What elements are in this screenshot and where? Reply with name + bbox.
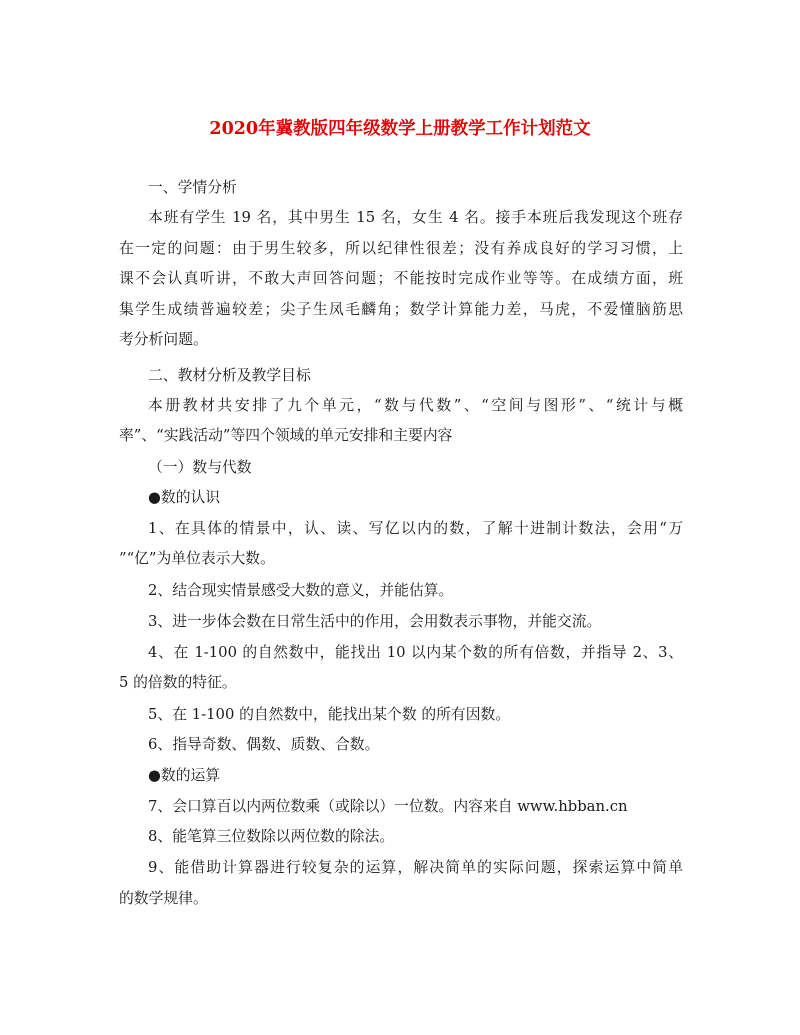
text-line: 率”、“实践活动”等四个领域的单元安排和主要内容 xyxy=(119,427,453,444)
text-line: 9、能借助计算器进行较复杂的运算，解决简单的实际问题，探索运算中简单 xyxy=(148,859,683,876)
text-line: （一）数与代数 xyxy=(148,459,252,476)
text-line: 5、在 1-100 的自然数中，能找出某个数 的所有因数。 xyxy=(148,706,511,723)
text-line: 4、在 1-100 的自然数中，能找出 10 以内某个数的所有倍数，并指导 2、3、 xyxy=(148,644,683,661)
text-line: 3、进一步体会数在日常生活中的作用，会用数表示事物，并能交流。 xyxy=(148,613,602,630)
text-line: 7、会口算百以内两位数乘（或除以）一位数。内容来自 www.hbban.cn xyxy=(148,798,628,815)
document-title: 2020年冀教版四年级数学上册教学工作计划范文 xyxy=(209,119,591,139)
text-line: 考分析问题。 xyxy=(119,331,208,348)
text-line: 的数学规律。 xyxy=(119,890,208,907)
text-line: 课不会认真听讲，不敢大声回答问题；不能按时完成作业等等。在成绩方面，班 xyxy=(119,270,683,287)
text-line: ●数的运算 xyxy=(148,767,221,784)
text-line: 8、能笔算三位数除以两位数的除法。 xyxy=(148,828,395,845)
text-line: 一、学情分析 xyxy=(148,179,237,196)
text-line: 二、教材分析及教学目标 xyxy=(148,367,311,384)
text-line: 2、结合现实情景感受大数的意义，并能估算。 xyxy=(148,582,454,599)
text-line: 集学生成绩普遍较差；尖子生凤毛麟角；数学计算能力差，马虎，不爱懂脑筋思 xyxy=(119,301,683,318)
text-line: ●数的认识 xyxy=(148,489,221,506)
text-line: 6、指导奇数、偶数、质数、合数。 xyxy=(148,736,380,753)
text-line: 本班有学生 19 名，其中男生 15 名，女生 4 名。接手本班后我发现这个班存 xyxy=(148,209,683,226)
text-line: 在一定的问题：由于男生较多，所以纪律性很差；没有养成良好的学习习惯，上 xyxy=(119,240,683,257)
text-line: ”“亿”为单位表示大数。 xyxy=(119,550,275,567)
text-line: 本册教材共安排了九个单元，“数与代数”、“空间与图形”、“统计与概 xyxy=(148,397,683,414)
text-line: 5 的倍数的特征。 xyxy=(119,674,237,691)
text-line: 1、在具体的情景中，认、读、写亿以内的数，了解十进制计数法，会用“万 xyxy=(148,520,683,537)
